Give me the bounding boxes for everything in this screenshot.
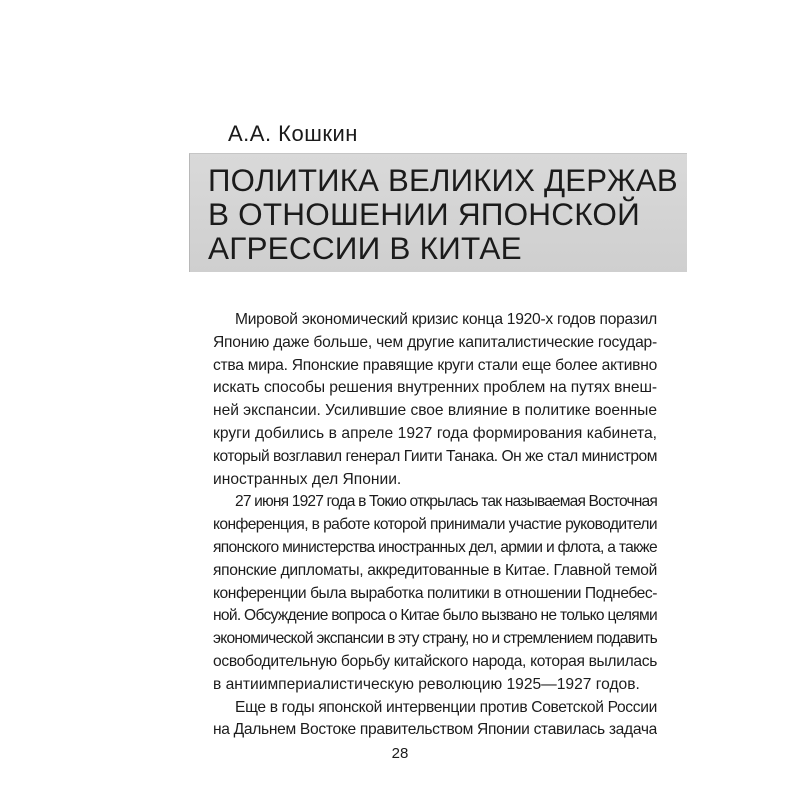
text-line: Мировой экономический кризис конца 1920-х годов поразил xyxy=(235,311,657,328)
text-line: японского министерства иностранных дел, армии и флота, а также xyxy=(213,538,657,556)
text-line: освободительную борьбу китайского народа, которая вылилась xyxy=(213,652,657,670)
text-line: ной. Обсуждение вопроса о Китае было вызвано не только целями xyxy=(213,607,657,625)
text-line: ства мира. Японские правящие круги стали еще более активно xyxy=(213,356,657,374)
text-line: японские дипломаты, аккредитованные в Китае. Главной темой xyxy=(213,561,657,579)
text-line: конференция, в работе которой принимали участие руководители xyxy=(213,516,657,534)
text-line: ней экспансии. Усилившие свое влияние в политике военные xyxy=(213,402,657,420)
page-number: 28 xyxy=(391,745,409,762)
text-line: 27 июня 1927 года в Токио открылась так называемая Восточная xyxy=(235,493,657,511)
text-line: в антиимпериалистическую революцию 1925—1927 годов. xyxy=(213,675,640,693)
chapter-title-line-2: В ОТНОШЕНИИ ЯПОНСКОЙ xyxy=(208,196,640,232)
text-line: конференции была выработка политики в отношении Поднебес- xyxy=(213,584,657,602)
text-line: круги добились в апреле 1927 года формирования кабинета, xyxy=(213,424,657,442)
text-line: который возглавил генерал Гиити Танака. Он же стал министром xyxy=(213,447,657,465)
text-line: экономической экспансии в эту страну, но и стремлением подавить xyxy=(213,630,657,648)
text-line: искать способы решения внутренних проблем на путях внеш- xyxy=(213,379,657,397)
body-text xyxy=(213,309,657,742)
text-line: на Дальнем Востоке правительством Японии ставилась задача xyxy=(213,721,657,739)
text-line: Еще в годы японской интервенции против Советской России xyxy=(235,698,657,716)
text-line: иностранных дел Японии. xyxy=(213,470,402,488)
chapter-title-line-1: ПОЛИТИКА ВЕЛИКИХ ДЕРЖАВ xyxy=(208,162,678,198)
chapter-title-line-3: АГРЕССИИ В КИТАЕ xyxy=(208,230,522,266)
text-line: Японию даже больше, чем другие капиталистические государ- xyxy=(213,333,657,351)
author-name: А.А. Кошкин xyxy=(228,121,358,146)
